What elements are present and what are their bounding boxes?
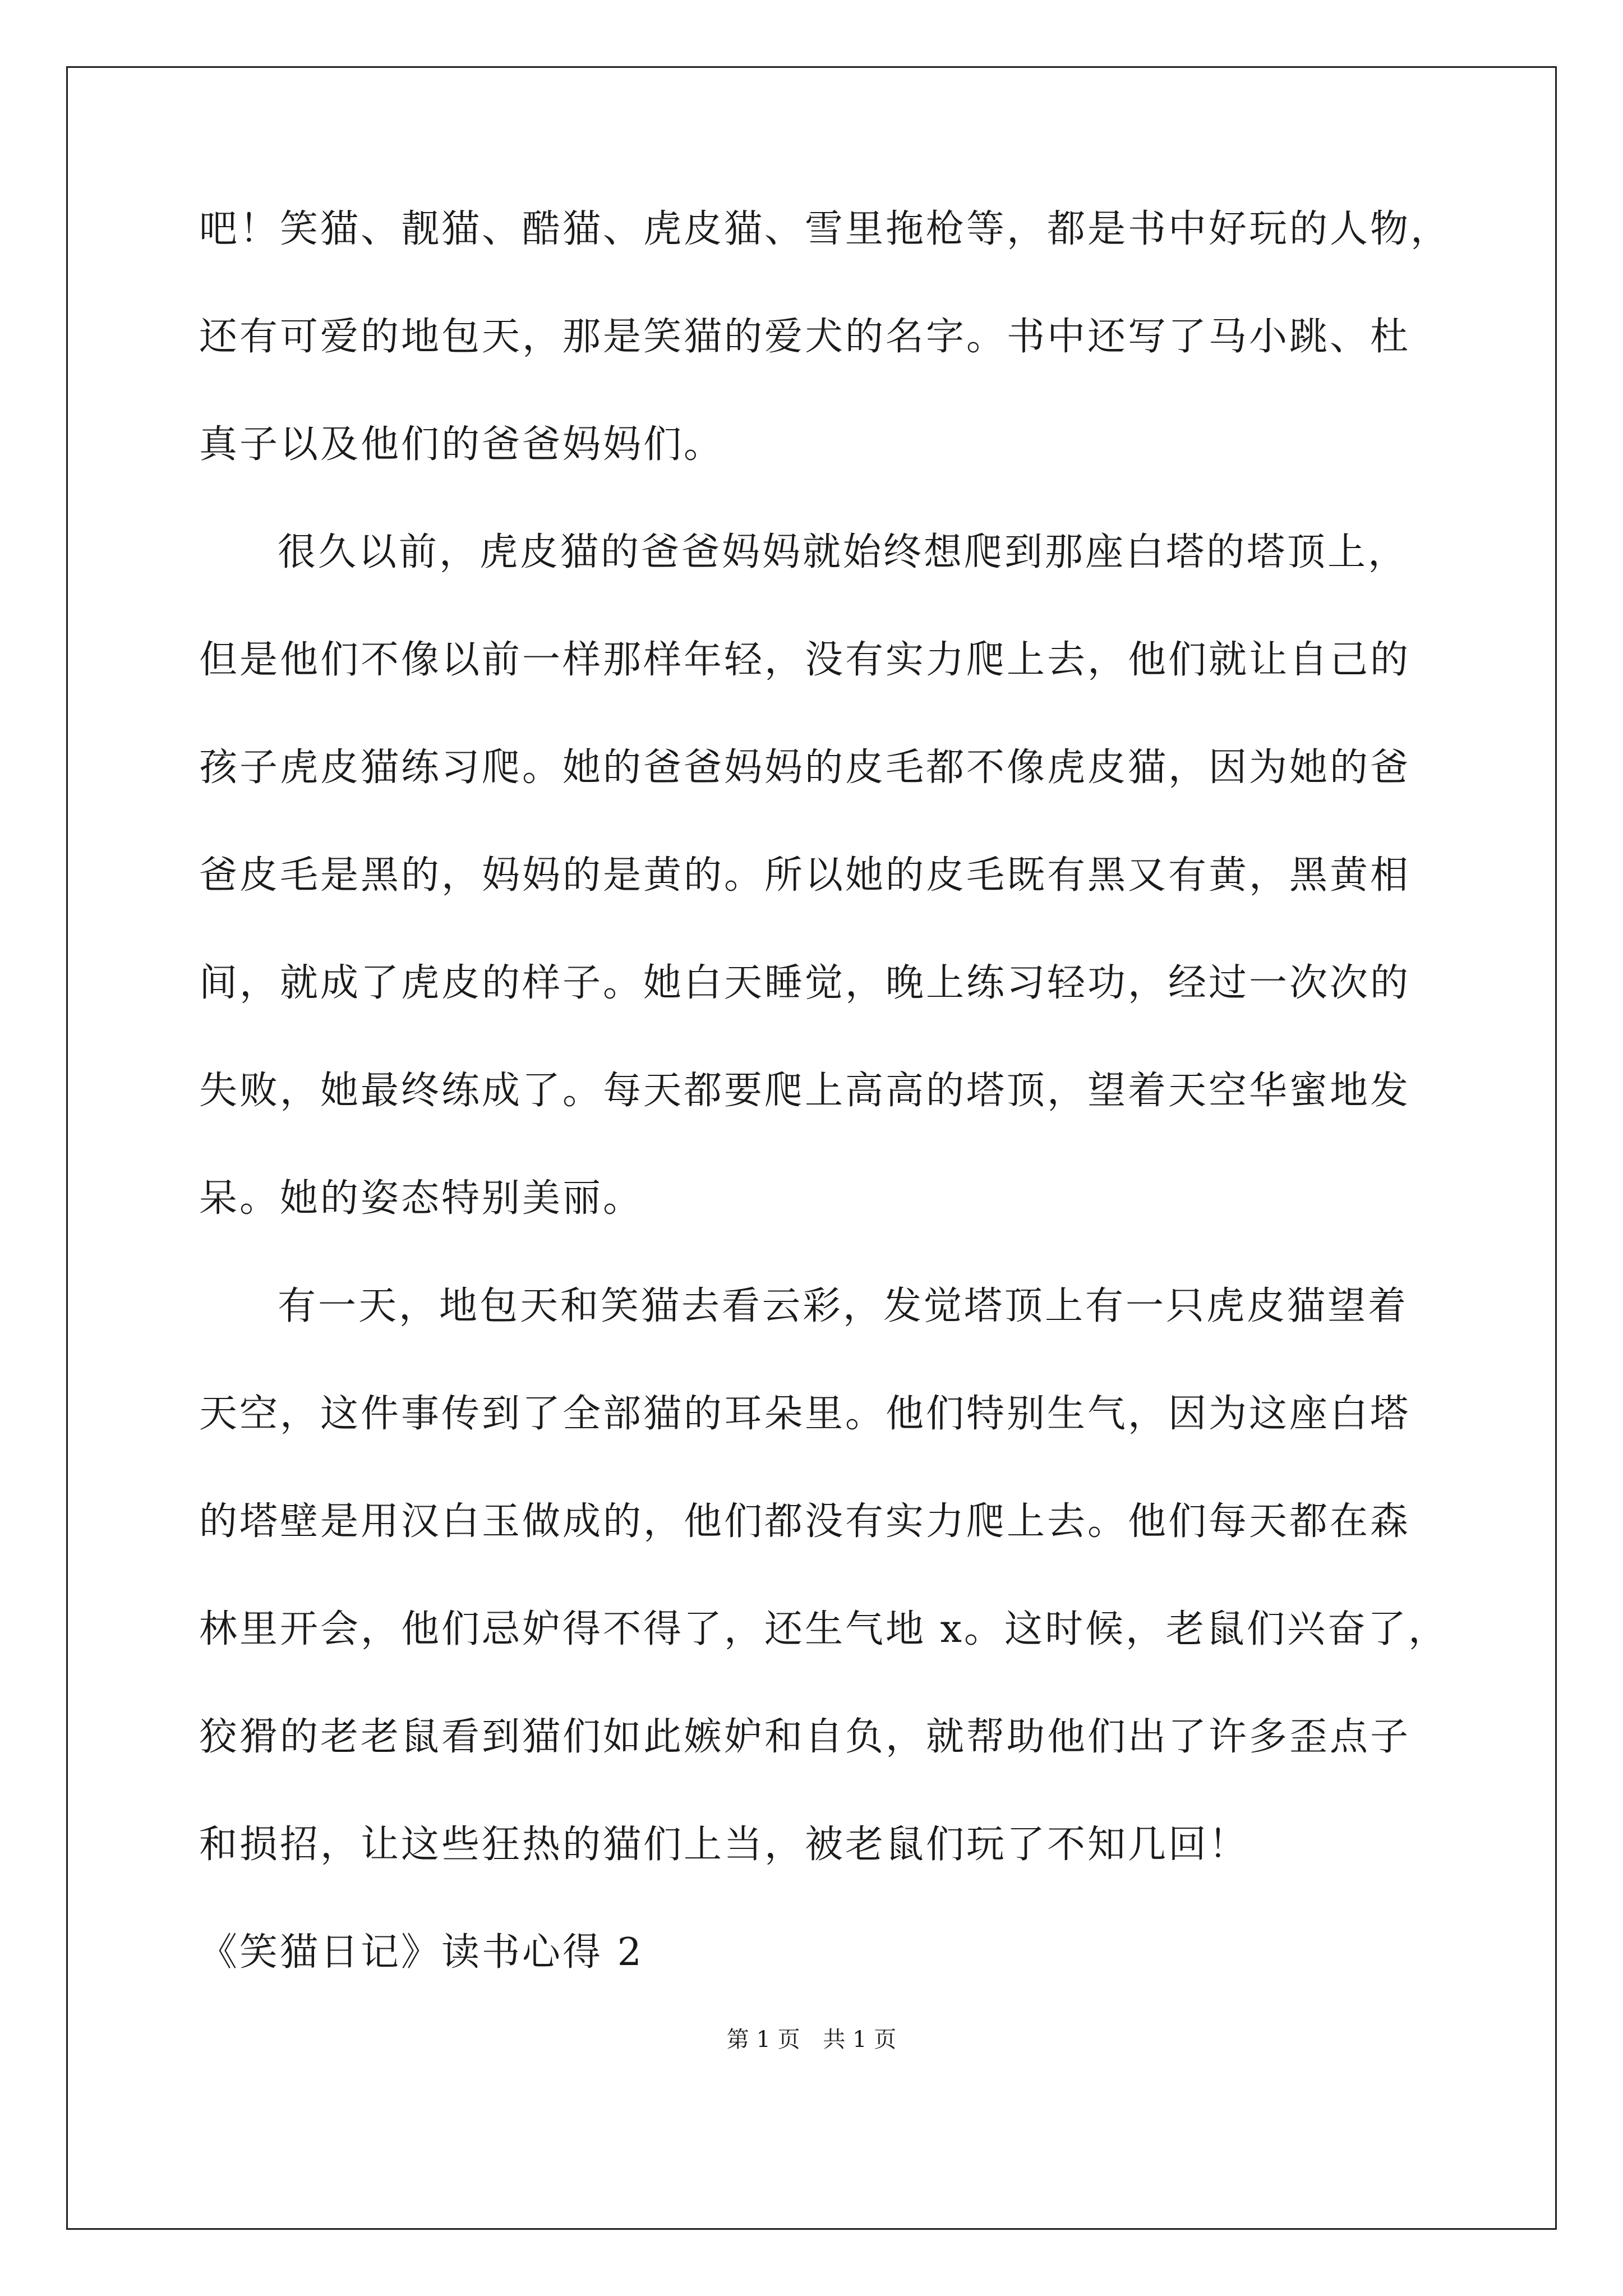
text-line: 的塔壁是用汉白玉做成的，他们都没有实力爬上去。他们每天都在森: [199, 1499, 1411, 1544]
text-line: 林里开会，他们忌妒得不得了，还生气地 x。这时候，老鼠们兴奋了，: [199, 1607, 1449, 1651]
text-line: 爸皮毛是黑的，妈妈的是黄的。所以她的皮毛既有黑又有黄，黑黄相: [199, 853, 1411, 898]
page-footer: [0, 2026, 1623, 2053]
text-line: 狡猾的老老鼠看到猫们如此嫉妒和自负，就帮助他们出了许多歪点子: [199, 1715, 1411, 1759]
text-line: 间，就成了虎皮的样子。她白天睡觉，晚上练习轻功，经过一次次的: [199, 961, 1411, 1005]
text-line: 天空，这件事传到了全部猫的耳朵里。他们特别生气，因为这座白塔: [199, 1392, 1411, 1436]
text-line: 和损招，让这些狂热的猫们上当，被老鼠们玩了不知几回！: [199, 1823, 1249, 1867]
text-line: 还有可爱的地包天，那是笑猫的爱犬的名字。书中还写了马小跳、杜: [199, 315, 1411, 359]
text-line: 吧！笑猫、靓猫、酷猫、虎皮猫、雪里拖枪等，都是书中好玩的人物，: [199, 207, 1451, 251]
text-line: 呆。她的姿态特别美丽。: [199, 1176, 644, 1221]
text-line: 失败，她最终练成了。每天都要爬上高高的塔顶，望着天空华蜜地发: [199, 1069, 1411, 1113]
text-line: 很久以前，虎皮猫的爸爸妈妈就始终想爬到那座白塔的塔顶上，: [278, 530, 1409, 574]
text-line: 但是他们不像以前一样那样年轻，没有实力爬上去，他们就让自己的: [199, 638, 1411, 682]
document-body: [199, 207, 1461, 1975]
text-line: 真子以及他们的爸爸妈妈们。: [199, 422, 725, 467]
section-heading: 《笑猫日记》读书心得 2: [199, 1930, 644, 1975]
text-line: 孩子虎皮猫练习爬。她的爸爸妈妈的皮毛都不像虎皮猫，因为她的爸: [199, 746, 1411, 790]
text-line: 有一天，地包天和笑猫去看云彩，发觉塔顶上有一只虎皮猫望着: [278, 1284, 1409, 1328]
page-number-current: 第 1 页: [726, 2027, 800, 2053]
page-number-total: 共 1 页: [823, 2027, 897, 2053]
